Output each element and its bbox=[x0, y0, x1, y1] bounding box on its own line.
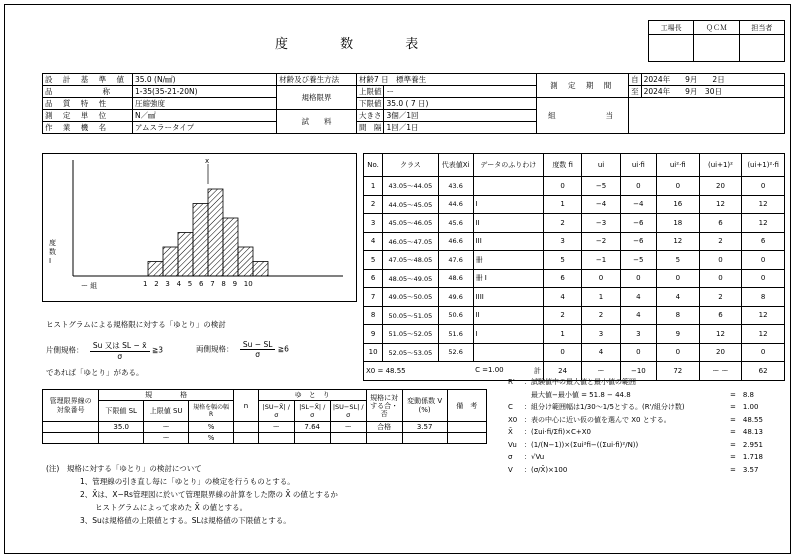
h-mgmt-1: 管理限界線の bbox=[49, 396, 92, 405]
label-group: 組 当 bbox=[537, 98, 629, 134]
freq-cell: 52.6 bbox=[438, 343, 473, 362]
legend-symbol bbox=[508, 389, 524, 402]
legend-row bbox=[508, 414, 778, 427]
two-side-numerator: Su − SL bbox=[240, 340, 276, 350]
histogram-bar bbox=[193, 204, 208, 277]
freq-cell: 0 bbox=[742, 177, 785, 196]
legend-row bbox=[508, 401, 778, 414]
margin-check-table bbox=[42, 389, 487, 444]
value-machine: アムスラータイプ bbox=[132, 122, 276, 134]
freq-cell: 0 bbox=[656, 343, 699, 362]
one-side-condition: ≧3 bbox=[152, 345, 164, 355]
note-item-2: 2、X̄は、X−Rs管理図に於いて管理限界線の計算をした際の X̄ の値とするか bbox=[80, 490, 338, 499]
check-cell bbox=[447, 422, 486, 433]
h-spec: 規 格 bbox=[99, 390, 234, 401]
freq-cell bbox=[473, 343, 543, 362]
freq-cell: 12 bbox=[742, 195, 785, 214]
freq-cell: 6 bbox=[699, 214, 742, 233]
freq-cell: 2 bbox=[543, 306, 581, 325]
check-cell: 35.0 bbox=[99, 422, 144, 433]
freq-cell: 46.05〜47.05 bbox=[383, 232, 438, 251]
freq-header-5: ui bbox=[582, 154, 620, 177]
table-row bbox=[364, 325, 785, 344]
freq-cell: 16 bbox=[656, 195, 699, 214]
label-to: 至 bbox=[629, 86, 642, 98]
freq-cell: 2 bbox=[699, 288, 742, 307]
legend-row bbox=[508, 426, 778, 439]
label-design-value: 設 計 基 準 値 bbox=[43, 74, 133, 86]
two-side-condition: ≧6 bbox=[277, 344, 289, 354]
freq-cell: 6 bbox=[364, 269, 383, 288]
histogram-bar bbox=[253, 262, 268, 277]
label-limits: 規格限界 bbox=[277, 86, 357, 110]
x-tick-label: 1 bbox=[143, 280, 148, 288]
freq-cell: 0 bbox=[656, 269, 699, 288]
check-cell: ー bbox=[258, 422, 294, 433]
freq-cell: 52.05〜53.05 bbox=[383, 343, 438, 362]
histogram-chart bbox=[43, 154, 356, 301]
legend-desc: ：(σ/X̄)×100 bbox=[524, 465, 568, 474]
freq-cell: 44.05〜45.05 bbox=[383, 195, 438, 214]
legend-symbol: X̄ bbox=[508, 428, 513, 436]
total-f: 24 bbox=[543, 362, 581, 381]
freq-cell: 2 bbox=[699, 232, 742, 251]
value-group[interactable] bbox=[629, 98, 785, 134]
freq-cell: 5 bbox=[543, 251, 581, 270]
label-quality: 品 質 特 性 bbox=[43, 98, 133, 110]
check-cell bbox=[43, 433, 99, 444]
freq-cell: 51.6 bbox=[438, 325, 473, 344]
freq-cell: 4 bbox=[620, 306, 656, 325]
freq-cell: 2 bbox=[582, 306, 620, 325]
freq-cell: 8 bbox=[364, 306, 383, 325]
freq-cell: 8 bbox=[656, 306, 699, 325]
footer-c-text: C =1.00 bbox=[475, 365, 504, 374]
label-from: 自 bbox=[629, 74, 642, 86]
freq-cell: 9 bbox=[364, 325, 383, 344]
check-cell bbox=[99, 433, 144, 444]
freq-cell bbox=[473, 177, 543, 196]
freq-cell: 2 bbox=[364, 195, 383, 214]
table-row bbox=[364, 214, 785, 233]
freq-cell: −6 bbox=[620, 232, 656, 251]
histogram-bar bbox=[148, 262, 163, 277]
freq-cell: 卌 bbox=[473, 251, 543, 270]
freq-cell: I bbox=[473, 325, 543, 344]
value-cure-method: 材齢7 日 標準養生 bbox=[356, 74, 536, 86]
legend-row bbox=[508, 464, 778, 477]
freq-cell: 49.05〜50.05 bbox=[383, 288, 438, 307]
frequency-table bbox=[363, 153, 785, 381]
legend-value: = 1.00 bbox=[730, 403, 759, 411]
freq-cell: 1 bbox=[364, 177, 383, 196]
freq-cell: 6 bbox=[543, 269, 581, 288]
stamp-label-qcm: ＱＣＭ bbox=[694, 21, 739, 35]
label-unit: 測 定 単 位 bbox=[43, 110, 133, 122]
legend-symbol: X0 bbox=[508, 415, 518, 424]
freq-cell: 9 bbox=[656, 325, 699, 344]
freq-cell: 43.05〜44.05 bbox=[383, 177, 438, 196]
freq-header-9: (ui+1)²·fi bbox=[742, 154, 785, 177]
check-cell: ー bbox=[144, 422, 189, 433]
value-lower: 35.0 ( 7 日) bbox=[384, 98, 537, 110]
freq-cell: 5 bbox=[364, 251, 383, 270]
label-size: 大きさ bbox=[356, 110, 384, 122]
total-u1f: 62 bbox=[742, 362, 785, 381]
freq-cell: 47.05〜48.05 bbox=[383, 251, 438, 270]
value-unit: N／㎟ bbox=[132, 110, 276, 122]
freq-cell: 50.05〜51.05 bbox=[383, 306, 438, 325]
freq-cell: 1 bbox=[543, 195, 581, 214]
margin-heading: ヒストグラムによる規格限に対する「ゆとり」の検討 bbox=[46, 320, 226, 329]
freq-header-8: (ui+1)² bbox=[699, 154, 742, 177]
freq-cell: 4 bbox=[582, 343, 620, 362]
histogram-bar bbox=[238, 247, 253, 276]
freq-cell: 5 bbox=[656, 251, 699, 270]
notes-list bbox=[80, 475, 338, 527]
x-tick-label: 8 bbox=[221, 280, 226, 288]
h-cv: 変動係数 V (%) bbox=[402, 390, 447, 422]
label-sample: 試 料 bbox=[277, 110, 357, 134]
value-product: 1-35(35-21-20N) bbox=[132, 86, 276, 98]
freq-cell: −4 bbox=[620, 195, 656, 214]
y-axis-label: 度 数 I bbox=[49, 239, 56, 265]
freq-cell: IIII bbox=[473, 288, 543, 307]
freq-cell: −6 bbox=[620, 214, 656, 233]
freq-cell: −5 bbox=[582, 177, 620, 196]
freq-header-6: ui·fi bbox=[620, 154, 656, 177]
h-margin: ゆ と り bbox=[258, 390, 366, 401]
freq-cell: 12 bbox=[699, 325, 742, 344]
freq-cell: −3 bbox=[582, 214, 620, 233]
check-cell bbox=[234, 422, 259, 433]
check-cell: ー bbox=[330, 422, 366, 433]
check-cell: 合格 bbox=[366, 422, 402, 433]
freq-cell: 20 bbox=[699, 177, 742, 196]
freq-cell: 6 bbox=[699, 306, 742, 325]
x-tick-label: 6 bbox=[199, 280, 204, 288]
note-item-1: 1、管理線の引き直し毎に「ゆとり」の検定を行うものとする。 bbox=[80, 477, 295, 486]
table-row bbox=[364, 269, 785, 288]
legend-row bbox=[508, 376, 778, 389]
h-mgmt bbox=[43, 390, 99, 422]
freq-cell: II bbox=[473, 214, 543, 233]
table-row bbox=[364, 343, 785, 362]
legend-desc: ：(Σui·fi/Σfi)×C+X0 bbox=[524, 428, 591, 436]
freq-cell: 4 bbox=[656, 288, 699, 307]
approval-stamps bbox=[648, 20, 785, 62]
stamp-box-person[interactable] bbox=[739, 35, 784, 62]
one-side-label: 片側規格： bbox=[46, 345, 84, 355]
x-tick-label: 2 bbox=[154, 280, 159, 288]
one-side-numerator: Su 又は SL − x̄ bbox=[90, 340, 150, 352]
check-cell: 3.57 bbox=[402, 422, 447, 433]
check-cell: ー bbox=[144, 433, 189, 444]
page-title: 度 数 表 bbox=[275, 37, 443, 52]
freq-cell: 0 bbox=[742, 269, 785, 288]
legend-value: = 48.55 bbox=[730, 415, 763, 424]
freq-cell: 2 bbox=[543, 214, 581, 233]
value-upper: ー bbox=[384, 86, 537, 98]
histogram-bar bbox=[223, 218, 238, 276]
label-interval: 間 隔 bbox=[356, 122, 384, 134]
freq-cell: 46.6 bbox=[438, 232, 473, 251]
h-judge: 規格に対する合・否 bbox=[366, 390, 402, 422]
legend-desc: ：試験値中の最大値と最小値の範囲 bbox=[524, 378, 636, 386]
freq-cell: 0 bbox=[742, 251, 785, 270]
check-cell bbox=[366, 433, 402, 444]
total-u1: ー ー bbox=[699, 362, 742, 381]
freq-cell: 51.05〜52.05 bbox=[383, 325, 438, 344]
freq-cell: 43.6 bbox=[438, 177, 473, 196]
h-lower: 下限値 SL bbox=[99, 401, 144, 422]
spec-table bbox=[42, 73, 785, 134]
label-product: 品 称 bbox=[43, 86, 133, 98]
freq-cell: 3 bbox=[543, 232, 581, 251]
freq-cell: 7 bbox=[364, 288, 383, 307]
legend-symbol: R' bbox=[508, 378, 515, 386]
freq-cell: −2 bbox=[582, 232, 620, 251]
stamp-label-factory-manager: 工場長 bbox=[649, 21, 694, 35]
freq-cell: 1 bbox=[543, 325, 581, 344]
freq-cell: 20 bbox=[699, 343, 742, 362]
mean-marker-label: x bbox=[205, 157, 210, 165]
freq-cell: 48.6 bbox=[438, 269, 473, 288]
legend-row bbox=[508, 439, 778, 452]
freq-header-2: 代表値Xi bbox=[438, 154, 473, 177]
freq-cell: 50.6 bbox=[438, 306, 473, 325]
freq-cell: −4 bbox=[582, 195, 620, 214]
legend-desc: ：表の中心に近い仮の値を選んで X0 とする。 bbox=[524, 415, 671, 424]
freq-cell: 12 bbox=[656, 232, 699, 251]
margin-conclusion: であれば「ゆとり」がある。 bbox=[46, 368, 144, 377]
table-row bbox=[364, 232, 785, 251]
freq-cell: 0 bbox=[582, 269, 620, 288]
stamp-box-factory-manager[interactable] bbox=[649, 35, 694, 62]
freq-cell: III bbox=[473, 232, 543, 251]
footer-total-label: 計 bbox=[533, 366, 541, 375]
freq-cell: 44.6 bbox=[438, 195, 473, 214]
freq-cell: 卌 I bbox=[473, 269, 543, 288]
histogram-bar bbox=[178, 233, 193, 277]
legend-symbol: V bbox=[508, 465, 513, 474]
freq-cell: 45.6 bbox=[438, 214, 473, 233]
freq-cell: 12 bbox=[742, 214, 785, 233]
total-u2f: 72 bbox=[656, 362, 699, 381]
x-axis-label: ー 組 bbox=[81, 282, 98, 290]
check-cell bbox=[402, 433, 447, 444]
x-tick-label: 4 bbox=[176, 280, 182, 288]
value-to: 2024年 9月 30日 bbox=[641, 86, 784, 98]
freq-cell: 0 bbox=[620, 269, 656, 288]
freq-cell: 12 bbox=[742, 306, 785, 325]
total-u: ー bbox=[582, 362, 620, 381]
freq-header-7: ui²·fi bbox=[656, 154, 699, 177]
stamp-box-qcm[interactable] bbox=[694, 35, 739, 62]
check-cell: 7.64 bbox=[294, 422, 330, 433]
value-from: 2024年 9月 2日 bbox=[641, 74, 784, 86]
check-cell bbox=[294, 433, 330, 444]
freq-cell: 45.05〜46.05 bbox=[383, 214, 438, 233]
x-tick-label: 9 bbox=[232, 280, 238, 288]
freq-cell: −5 bbox=[620, 251, 656, 270]
freq-cell: 4 bbox=[620, 288, 656, 307]
h-m2: |SL−X̄| / σ bbox=[294, 401, 330, 422]
legend-desc: ：√Vu bbox=[524, 453, 545, 461]
check-cell bbox=[43, 422, 99, 433]
note-item-3: ヒストグラムによって求めた X̄ の値とする。 bbox=[80, 503, 248, 512]
h-upper: 上限値 SU bbox=[144, 401, 189, 422]
footer-x0: X0 = 48.55 bbox=[364, 362, 474, 381]
freq-cell: 47.6 bbox=[438, 251, 473, 270]
freq-cell: 3 bbox=[620, 325, 656, 344]
check-cell bbox=[234, 433, 259, 444]
value-interval: 1回／1日 bbox=[384, 122, 537, 134]
freq-header-3: データのふりわけ bbox=[473, 154, 543, 177]
two-side-denominator: σ bbox=[255, 350, 261, 359]
freq-cell: 0 bbox=[543, 343, 581, 362]
legend-row bbox=[508, 451, 778, 464]
freq-cell: 48.05〜49.05 bbox=[383, 269, 438, 288]
histogram-box bbox=[42, 153, 357, 302]
freq-cell: 0 bbox=[620, 343, 656, 362]
two-side-formula bbox=[196, 340, 289, 359]
note-item-4: 3、Suは規格値の上限値とする。SLは規格値の下限値とする。 bbox=[80, 516, 291, 525]
freq-cell: 0 bbox=[742, 343, 785, 362]
legend-block bbox=[508, 376, 778, 476]
legend-symbol: σ bbox=[508, 453, 513, 461]
freq-cell: 4 bbox=[543, 288, 581, 307]
freq-cell: 6 bbox=[742, 232, 785, 251]
label-cure-method: 材齢及び養生方法 bbox=[277, 74, 357, 86]
one-side-denominator: σ bbox=[117, 352, 123, 361]
check-cell bbox=[258, 433, 294, 444]
legend-desc: ：(1/(N−1))×(Σui²fi−((Σui·fi)²/N)) bbox=[524, 440, 639, 449]
check-cell: % bbox=[189, 422, 234, 433]
legend-value: = 48.13 bbox=[730, 428, 763, 436]
freq-cell: 18 bbox=[656, 214, 699, 233]
table-row bbox=[364, 251, 785, 270]
x-tick-label: 10 bbox=[243, 280, 253, 288]
label-period: 測 定 期 間 bbox=[537, 74, 629, 98]
two-side-label: 両側規格： bbox=[196, 344, 234, 354]
legend-value: = 2.951 bbox=[730, 440, 763, 449]
value-size: 3個／1回 bbox=[384, 110, 537, 122]
value-quality: 圧縮強度 bbox=[132, 98, 276, 110]
x-tick-label: 3 bbox=[165, 280, 170, 288]
freq-cell: 3 bbox=[582, 325, 620, 344]
x-tick-label: 5 bbox=[187, 280, 193, 288]
legend-desc: ：組分け範囲幅は1/30〜1/5とする。(R'/組分け数) bbox=[524, 403, 685, 411]
h-m1: |SU−X̄| / σ bbox=[258, 401, 294, 422]
freq-cell: 0 bbox=[656, 177, 699, 196]
freq-cell: 0 bbox=[620, 177, 656, 196]
check-cell: % bbox=[189, 433, 234, 444]
freq-cell: II bbox=[473, 306, 543, 325]
label-machine: 作 業 機 名 bbox=[43, 122, 133, 134]
table-row bbox=[364, 306, 785, 325]
legend-value: = 8.8 bbox=[730, 390, 754, 399]
freq-header-1: クラス bbox=[383, 154, 438, 177]
freq-cell: 0 bbox=[699, 269, 742, 288]
freq-cell: 0 bbox=[699, 251, 742, 270]
histogram-bar bbox=[163, 247, 178, 276]
freq-header-4: 度数 fi bbox=[543, 154, 581, 177]
x-tick-label: 7 bbox=[210, 280, 215, 288]
legend-value: = 1.718 bbox=[730, 453, 763, 461]
legend-row bbox=[508, 389, 778, 402]
freq-cell: 4 bbox=[364, 232, 383, 251]
histogram-bar bbox=[208, 189, 223, 276]
h-mgmt-2: 対象番号 bbox=[56, 405, 85, 414]
legend-value: = 3.57 bbox=[730, 465, 759, 474]
freq-cell: I bbox=[473, 195, 543, 214]
table-row bbox=[364, 195, 785, 214]
freq-cell: 49.6 bbox=[438, 288, 473, 307]
freq-header-0: No. bbox=[364, 154, 383, 177]
value-design-value: 35.0 (N/㎟) bbox=[132, 74, 276, 86]
check-cell bbox=[447, 433, 486, 444]
notes-title: (注) 規格に対する「ゆとり」の検討について bbox=[46, 464, 202, 473]
freq-cell: 1 bbox=[582, 288, 620, 307]
total-uf: −10 bbox=[620, 362, 656, 381]
table-row bbox=[364, 288, 785, 307]
label-upper: 上限値 bbox=[356, 86, 384, 98]
h-m3: |SU−SL| / σ bbox=[330, 401, 366, 422]
h-width: 規格を幅の幅 R bbox=[189, 401, 234, 422]
label-lower: 下限値 bbox=[356, 98, 384, 110]
h-n: n bbox=[234, 390, 259, 422]
freq-cell: 0 bbox=[543, 177, 581, 196]
stamp-label-person: 担当者 bbox=[739, 21, 784, 35]
h-remark: 備 考 bbox=[447, 390, 486, 422]
freq-cell: 3 bbox=[364, 214, 383, 233]
table-row bbox=[364, 177, 785, 196]
legend-desc: 最大値−最小値 = 51.8 − 44.8 bbox=[524, 390, 631, 399]
freq-cell: 12 bbox=[699, 195, 742, 214]
check-cell bbox=[330, 433, 366, 444]
legend-symbol: C bbox=[508, 403, 513, 411]
one-side-formula bbox=[46, 340, 163, 361]
freq-cell: 8 bbox=[742, 288, 785, 307]
legend-symbol: Vu bbox=[508, 440, 517, 449]
freq-cell: 12 bbox=[742, 325, 785, 344]
freq-cell: 10 bbox=[364, 343, 383, 362]
freq-cell: −1 bbox=[582, 251, 620, 270]
